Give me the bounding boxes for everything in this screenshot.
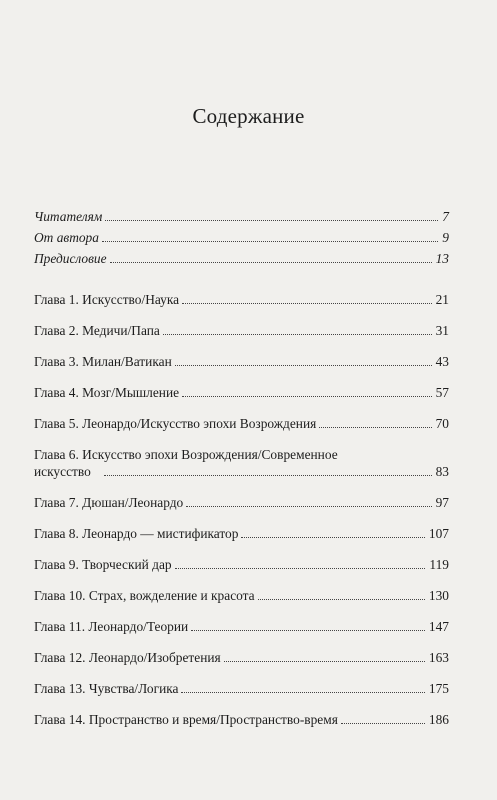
dot-leader <box>224 660 425 662</box>
toc-entry-page: 21 <box>435 292 449 307</box>
toc-entry-label-line2: искусство <box>34 464 91 479</box>
dot-leader <box>341 722 425 724</box>
toc-chapter-9 <box>34 556 449 573</box>
toc-chapter-5 <box>34 415 449 432</box>
dot-leader <box>175 364 432 366</box>
toc-entry-page: 130 <box>428 588 449 603</box>
dot-leader <box>105 219 438 221</box>
dot-leader <box>104 474 432 476</box>
toc-entry-page: 147 <box>428 619 449 634</box>
toc-entry-label: Глава 4. Мозг/Мышление <box>34 385 180 400</box>
toc-entry-preface <box>34 250 449 267</box>
toc-chapter-12 <box>34 649 449 666</box>
toc-entry-page: 119 <box>429 557 449 572</box>
toc-entry-label: Глава 1. Искусство/Наука <box>34 292 180 307</box>
toc-entry-page: 175 <box>428 681 449 696</box>
dot-leader <box>163 333 432 335</box>
dot-leader <box>175 567 426 569</box>
toc-entry-page: 97 <box>435 495 449 510</box>
toc-entry-label: Глава 14. Пространство и время/Пространство-время <box>34 712 338 727</box>
toc-entry-label: Глава 9. Творческий дар <box>34 557 172 572</box>
toc-entry-label: Глава 2. Медичи/Папа <box>34 323 160 338</box>
dot-leader <box>191 629 425 631</box>
toc-entry-label: Читателям <box>34 209 103 224</box>
toc-entry-page: 107 <box>428 526 449 541</box>
toc-chapter-6-leader <box>104 463 449 480</box>
dot-leader <box>258 598 425 600</box>
toc-chapter-1 <box>34 291 449 308</box>
toc-entry-label: Глава 7. Дюшан/Леонардо <box>34 495 184 510</box>
toc-entry-page: 43 <box>435 354 449 369</box>
toc-entry-author <box>34 229 449 246</box>
toc-entry-readers <box>34 208 449 225</box>
dot-leader <box>110 261 432 263</box>
toc-chapter-3 <box>34 353 449 370</box>
toc-entry-label: Предисловие <box>34 251 107 266</box>
toc-entry-label: Глава 10. Страх, вожделение и красота <box>34 588 255 603</box>
toc-entry-label: Глава 5. Леонардо/Искусство эпохи Возрождения <box>34 416 317 431</box>
toc-entry-label: Глава 8. Леонардо — мистификатор <box>34 526 239 541</box>
toc-entry-page: 9 <box>442 230 449 245</box>
page-title: Содержание <box>192 104 305 128</box>
toc-entry-page: 163 <box>428 650 449 665</box>
dot-leader <box>241 536 424 538</box>
toc-entry-label-line1: Глава 6. Искусство эпохи Возрождения/Современное <box>34 447 338 462</box>
dot-leader <box>182 302 432 304</box>
toc-chapter-14 <box>34 711 449 728</box>
toc-entry-label: Глава 12. Леонардо/Изобретения <box>34 650 221 665</box>
toc-entry-page: 186 <box>428 712 449 727</box>
toc-entry-page: 31 <box>435 323 449 338</box>
dot-leader <box>182 395 432 397</box>
toc-entry-page: 83 <box>435 464 449 479</box>
toc-entry-page: 13 <box>435 251 449 266</box>
toc-chapter-13 <box>34 680 449 697</box>
toc-entry-page: 70 <box>435 416 449 431</box>
dot-leader <box>181 691 424 693</box>
toc-entry-label: Глава 11. Леонардо/Теории <box>34 619 189 634</box>
dot-leader <box>319 426 431 428</box>
toc-chapter-2 <box>34 322 449 339</box>
toc-entry-label: Глава 3. Милан/Ватикан <box>34 354 172 369</box>
toc-chapter-4 <box>34 384 449 401</box>
toc-chapter-11 <box>34 618 449 635</box>
toc-chapter-10 <box>34 587 449 604</box>
dot-leader <box>186 505 431 507</box>
toc-entry-label: Глава 13. Чувства/Логика <box>34 681 179 696</box>
toc-chapter-8 <box>34 525 449 542</box>
toc-entry-label: От автора <box>34 230 99 245</box>
dot-leader <box>102 240 438 242</box>
toc-entry-page: 7 <box>442 209 449 224</box>
toc-chapter-7 <box>34 494 449 511</box>
toc-entry-page: 57 <box>435 385 449 400</box>
